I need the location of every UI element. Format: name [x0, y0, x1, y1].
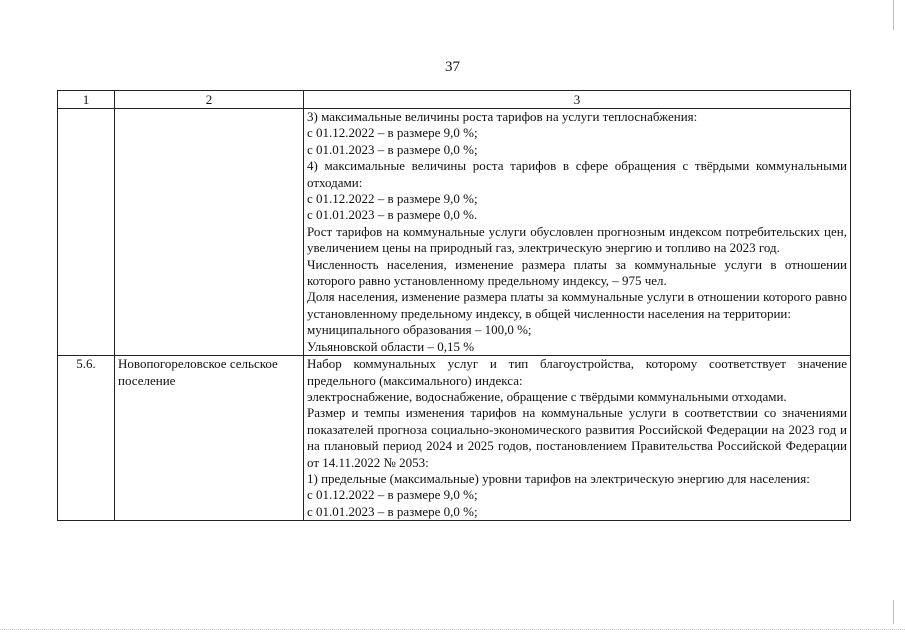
row-municipality	[115, 109, 304, 356]
row-content	[304, 356, 851, 521]
header-col-3: 3	[304, 91, 851, 109]
row-number: 5.6.	[58, 356, 115, 521]
scan-edge-mark	[893, 600, 894, 624]
header-col-2: 2	[115, 91, 304, 109]
content-line: Рост тарифов на коммунальные услуги обусловлен прогнозным индексом потребительских цен, увеличением цены на природный газ, электрическую энергию и топливо на 2023 год.	[307, 223, 847, 256]
scan-artifact-line	[0, 629, 905, 633]
row-content	[304, 109, 851, 356]
scan-edge-mark	[893, 0, 894, 30]
header-col-1: 1	[58, 91, 115, 109]
content-line: электроснабжение, водоснабжение, обращение с твёрдыми коммунальными отходами.	[307, 388, 787, 404]
content-line: с 01.01.2023 – в размере 0,0 %.	[307, 207, 478, 223]
table-row	[58, 356, 851, 521]
content-line: с 01.12.2022 – в размере 9,0 %;	[307, 125, 478, 141]
content-line: Набор коммунальных услуг и тип благоустройства, которому соответствует значение предельного (максимального) индекса:	[307, 356, 847, 388]
row-number	[58, 109, 115, 356]
content-line: Численность населения, изменение размера платы за коммунальные услуги в отношении которого равно установленному предельному индексу, – 975 чел.	[307, 256, 847, 289]
content-line: муниципального образования – 100,0 %;	[307, 322, 532, 338]
content-line: с 01.01.2023 – в размере 0,0 %;	[307, 503, 478, 519]
content-line: Размер и темпы изменения тарифов на коммунальные услуги в соответствии со значениями показателей прогноза социально-экономического развития Российской Федерации на 2023 год и на плановый период 2024 и 2025 годов, постановлением Правительства Российской Федерации от 14.11.2022 № 2053:	[307, 405, 847, 470]
content-line: с 01.01.2023 – в размере 0,0 %;	[307, 141, 478, 157]
content-line: с 01.12.2022 – в размере 9,0 %;	[307, 191, 478, 207]
page-number: 37	[445, 59, 460, 75]
content-line: 4) максимальные величины роста тарифов в сфере обращения с твёрдыми коммунальными отходами:	[307, 158, 847, 190]
row-municipality: Новопогореловское сельское поселение	[115, 356, 304, 521]
tariff-table	[57, 90, 851, 521]
content-line: Ульяновской области – 0,15 %	[307, 338, 475, 354]
content-line: 1) предельные (максимальные) уровни тарифов на электрическую энергию для населения:	[307, 470, 810, 486]
content-line: Доля населения, изменение размера платы за коммунальные услуги в отношении которого равно установленному предельному индексу, в общей численности населения на территории:	[307, 289, 847, 321]
content-line: 3) максимальные величины роста тарифов на услуги теплоснабжения:	[307, 109, 698, 124]
content-line: с 01.12.2022 – в размере 9,0 %;	[307, 487, 478, 503]
table-header-row	[58, 91, 851, 109]
table-row	[58, 109, 851, 356]
